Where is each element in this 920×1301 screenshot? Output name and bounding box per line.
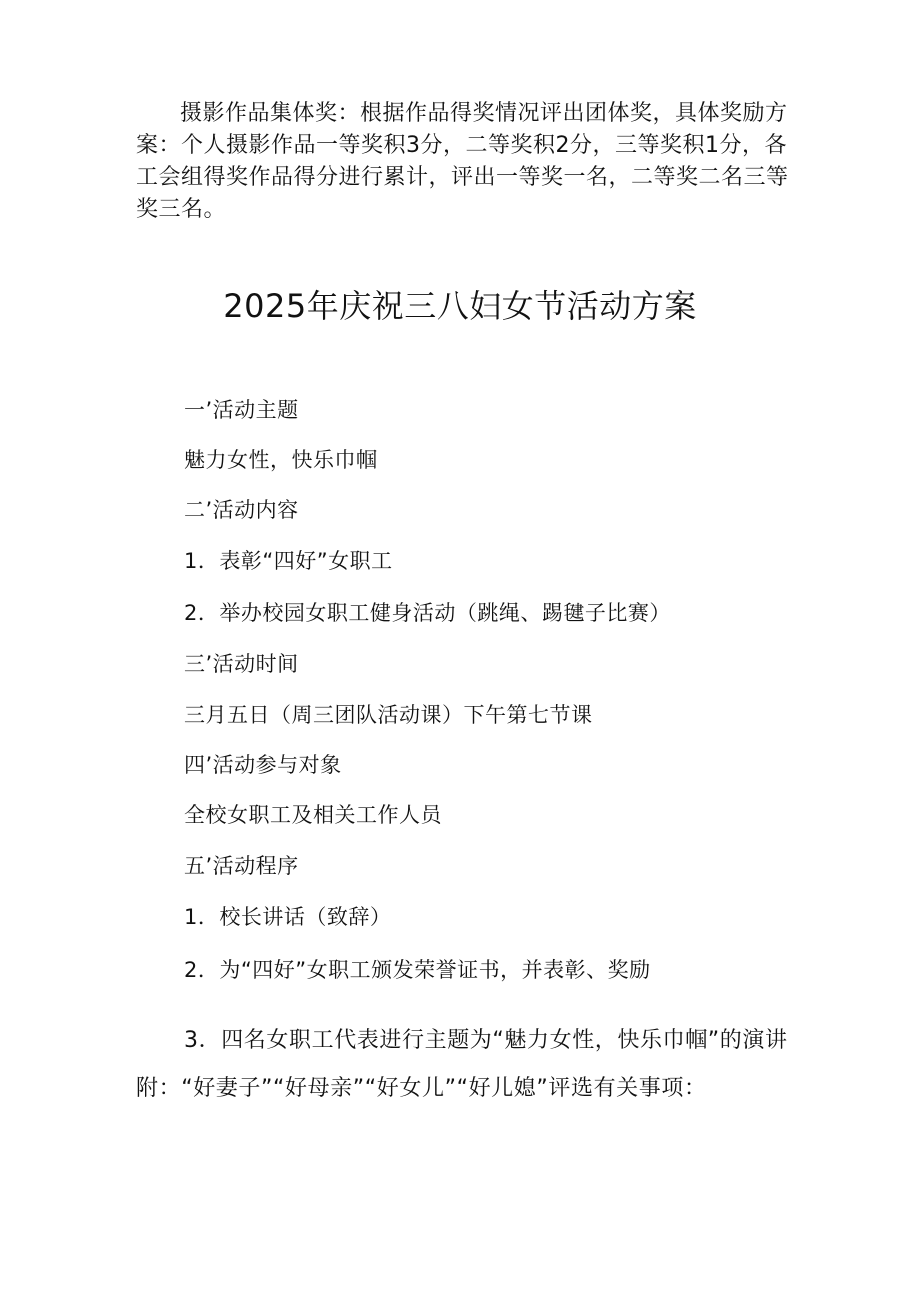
intro-text: 摄影作品集体奖：根据作品得奖情况评出团体奖，具体奖励方案：个人摄影作品一等奖积3分，二等奖积2分，三等奖积1分，各工会组得奖作品得分进行累计，评出一等奖一名，二等奖二名三等奖三名。 bbox=[136, 101, 789, 222]
participants-text: 全校女职工及相关工作人员 bbox=[184, 803, 442, 827]
time-text: 三月五日（周三团队活动课）下午第七节课 bbox=[184, 703, 593, 727]
procedure-item-1: 1．校长讲话（致辞） bbox=[184, 905, 392, 929]
content-item-2: 2．举办校园女职工健身活动（跳绳、踢毽子比赛） bbox=[184, 601, 671, 625]
procedure-item-2: 2．为“四好”女职工颁发荣誉证书，并表彰、奖励 bbox=[184, 958, 651, 982]
intro-paragraph bbox=[136, 98, 796, 226]
section-heading-time: 三’活动时间 bbox=[184, 652, 299, 676]
section-heading-participants: 四’活动参与对象 bbox=[184, 753, 342, 777]
theme-text: 魅力女性，快乐巾帼 bbox=[184, 448, 378, 472]
section-heading-content: 二’活动内容 bbox=[184, 498, 299, 522]
section-heading-procedure: 五’活动程序 bbox=[184, 854, 299, 878]
section-heading-theme: 一’活动主题 bbox=[184, 398, 299, 422]
procedure-item-3: 3．四名女职工代表进行主题为“魅力女性，快乐巾帼”的演讲附：“好妻子”“好母亲”“好女儿”“好儿媳”评选有关事项： bbox=[136, 1028, 788, 1101]
document-title: 2025年庆祝三八妇女节活动方案 bbox=[223, 287, 697, 325]
content-item-1: 1．表彰“四好”女职工 bbox=[184, 549, 393, 573]
